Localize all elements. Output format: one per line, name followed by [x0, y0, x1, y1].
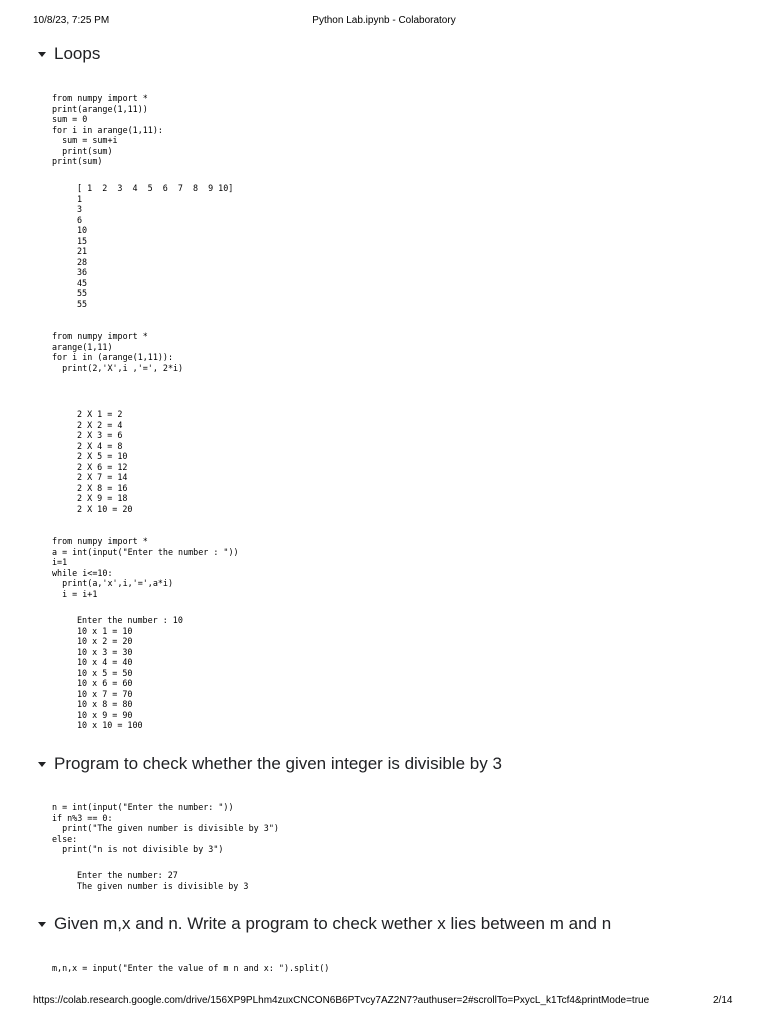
print-title: Python Lab.ipynb - Colaboratory [312, 15, 456, 26]
code-cell-1[interactable]: from numpy import * print(arange(1,11)) sum = 0 for i in arange(1,11): sum = sum+i print(sum) print(sum) [52, 93, 163, 166]
code-cell-5[interactable]: m,n,x = input("Enter the value of m n and x: ").split() [52, 963, 330, 973]
print-footer [0, 995, 768, 1011]
output-cell-1: [ 1 2 3 4 5 6 7 8 9 10] 1 3 6 10 15 21 28 36 45 55 55 [77, 183, 234, 309]
chevron-down-icon[interactable] [38, 922, 46, 927]
print-url: https://colab.research.google.com/drive/156XP9PLhm4zuxCNCON6B6PTvcy7AZ2N7?authuser=2#scrollTo=PxycL_k1Tcf4&printMode=true [33, 995, 650, 1006]
section-title-between: Given m,x and n. Write a program to check wether x lies between m and n [54, 914, 612, 933]
code-cell-2[interactable]: from numpy import * arange(1,11) for i in (arange(1,11)): print(2,'X',i ,'=', 2*i) [52, 331, 184, 373]
code-cell-4[interactable]: n = int(input("Enter the number: ")) if n%3 == 0: print("The given number is divisible by 3") else: print("n is not divisible by 3") [52, 802, 279, 854]
output-cell-2: 2 X 1 = 2 2 X 2 = 4 2 X 3 = 6 2 X 4 = 8 2 X 5 = 10 2 X 6 = 12 2 X 7 = 14 2 X 8 = 16 2 X 9 = 18 2 X 10 = 20 [77, 409, 133, 514]
print-datetime: 10/8/23, 7:25 PM [33, 15, 110, 26]
output-cell-4: Enter the number: 27 The given number is divisible by 3 [77, 870, 249, 891]
output-cell-3: Enter the number : 10 10 x 1 = 10 10 x 2 = 20 10 x 3 = 30 10 x 4 = 40 10 x 5 = 50 10 x 6 = 60 10 x 7 = 70 10 x 8 = 80 10 x 9 = 90 10 x 10 = 100 [77, 615, 183, 730]
section-between-header[interactable] [38, 912, 611, 936]
print-header [0, 15, 768, 31]
section-title-divisible: Program to check whether the given integer is divisible by 3 [54, 754, 502, 773]
chevron-down-icon[interactable] [38, 52, 46, 57]
section-loops-header[interactable] [38, 42, 100, 66]
chevron-down-icon[interactable] [38, 762, 46, 767]
code-cell-3[interactable]: from numpy import * a = int(input("Enter the number : ")) i=1 while i<=10: print(a,'x',i,'=',a*i) i = i+1 [52, 536, 239, 599]
section-title-loops: Loops [54, 44, 101, 63]
section-divisible-header[interactable] [38, 752, 502, 776]
page-number: 2/14 [713, 995, 733, 1006]
